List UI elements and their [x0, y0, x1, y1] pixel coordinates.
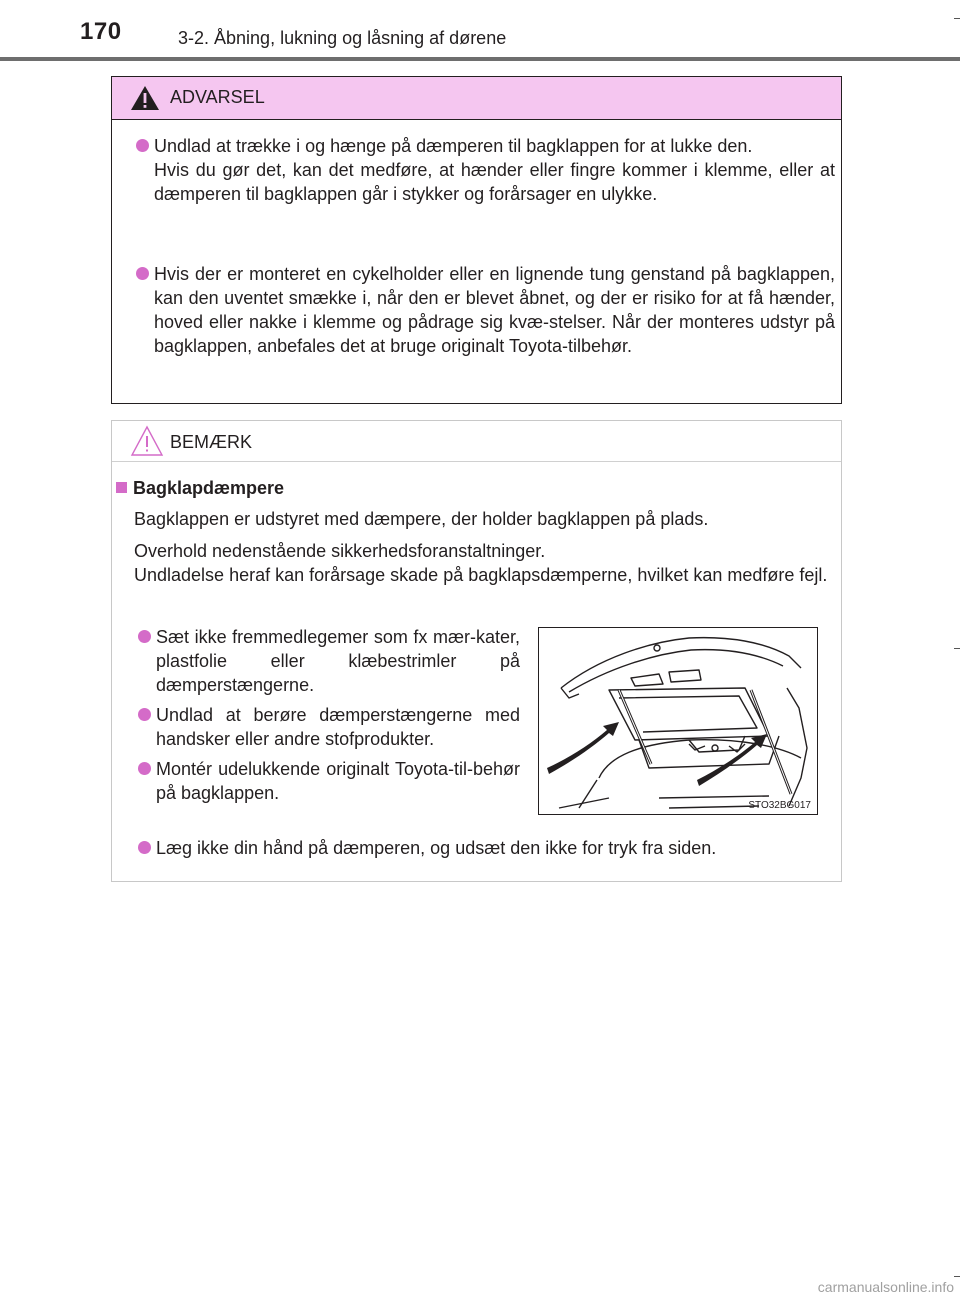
- square-bullet-icon: [116, 482, 127, 493]
- edge-mark: [954, 1276, 960, 1277]
- caution-triangle-icon: [130, 425, 164, 457]
- edge-mark: [954, 18, 960, 19]
- warning-header: [112, 77, 841, 120]
- notice-bullet: [138, 836, 828, 862]
- bullet-dot-icon: [138, 762, 151, 775]
- warning-bullet-text: Hvis du gør det, kan det medføre, at hænder eller fingre kommer i klemme, eller at dæmperen til bagklappen går i stykker og forårsager en ulykke.: [154, 160, 835, 204]
- bullet-dot-icon: [136, 267, 149, 280]
- notice-bullet: [138, 757, 520, 807]
- warning-bullet: [136, 262, 835, 387]
- warning-bullet: [136, 134, 835, 254]
- warning-box: [111, 76, 842, 404]
- notice-bullet: [138, 703, 520, 753]
- notice-label: BEMÆRK: [170, 432, 253, 452]
- bullet-dot-icon: [138, 708, 151, 721]
- notice-intro: Bagklappen er udstyret med dæmpere, der holder bagklappen på plads.: [134, 509, 709, 529]
- warning-bullet-text: Hvis der er monteret en cykelholder eller en lignende tung genstand på bagklappen, kan den uventet smække i, når den er blevet åbnet, og der er risiko for at få hænder, hoved eller nakke i klemme og pådrage sig kvæ-stelser. Når der monteres udstyr på bagklappen, anbefales det at bruge originalt Toyota-tilbehør.: [154, 264, 835, 356]
- notice-bullet-text: Montér udelukkende originalt Toyota-til-behør på bagklappen.: [156, 759, 520, 803]
- notice-precaution: Overhold nedenstående sikkerhedsforanstaltninger.: [134, 541, 546, 561]
- notice-heading: Bagklapdæmpere: [133, 478, 285, 498]
- page-number: 170: [80, 18, 122, 45]
- section-title: 3-2. Åbning, lukning og låsning af dørene: [178, 28, 507, 48]
- warning-triangle-icon: [130, 84, 160, 112]
- tailgate-damper-illustration: [538, 627, 818, 815]
- notice-bullet: [138, 625, 520, 697]
- notice-bullet-text: Sæt ikke fremmedlegemer som fx mær-kater, plastfolie eller klæbestrimler på dæmperstængerne.: [156, 627, 520, 695]
- notice-precaution: Undladelse heraf kan forårsage skade på bagklapsdæmperne, hvilket kan medføre fejl.: [134, 565, 828, 585]
- notice-bullet-text: Undlad at berøre dæmperstængerne med handsker eller andre stofprodukter.: [156, 705, 520, 749]
- header-rule: [0, 57, 960, 61]
- warning-bullet-text: Undlad at trække i og hænge på dæmperen til bagklappen for at lukke den.: [154, 136, 753, 156]
- bullet-dot-icon: [136, 139, 149, 152]
- notice-bullet-text: Læg ikke din hånd på dæmperen, og udsæt den ikke for tryk fra siden.: [156, 838, 717, 858]
- notice-header: [112, 421, 841, 462]
- watermark: carmanualsonline.info: [817, 1279, 954, 1295]
- warning-label: ADVARSEL: [170, 87, 265, 107]
- bullet-dot-icon: [138, 630, 151, 643]
- bullet-dot-icon: [138, 841, 151, 854]
- figure-code: STO32BG017: [748, 800, 811, 811]
- tailgate-drawing: [539, 628, 817, 814]
- edge-mark: [954, 648, 960, 649]
